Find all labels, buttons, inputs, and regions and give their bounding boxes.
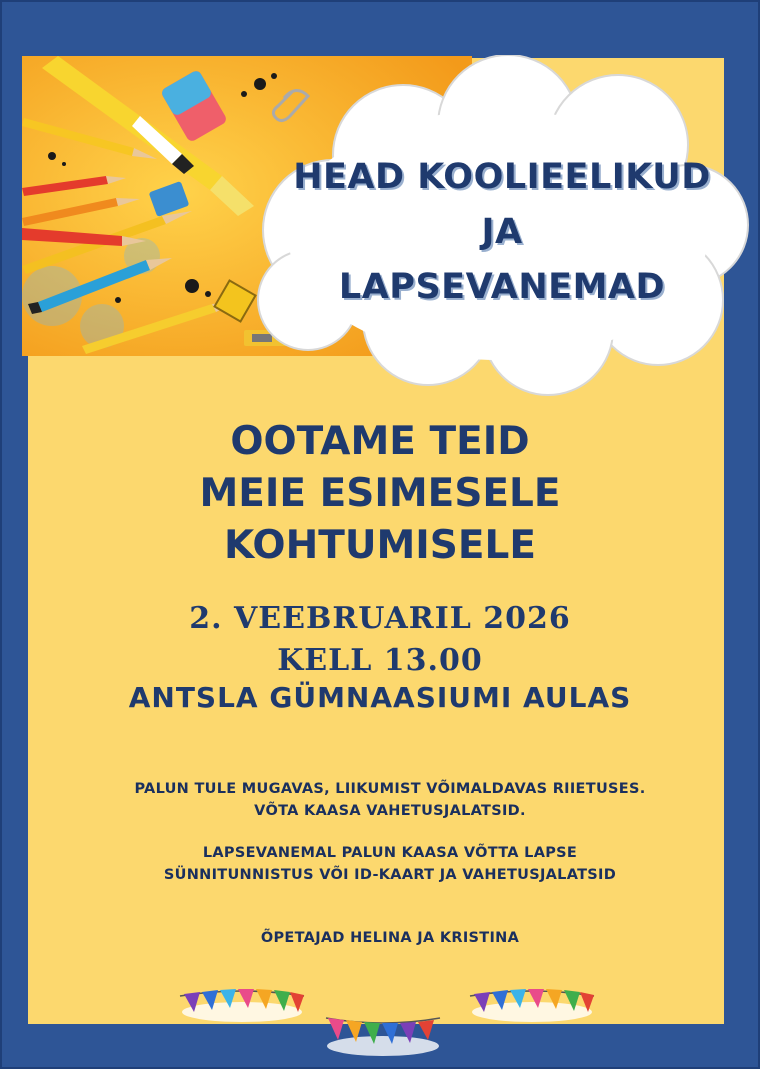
heading-line-1: HEAD KOOLIEELIKUD <box>293 157 711 197</box>
event-place: ANTSLA GÜMNAASIUMI AULAS <box>128 681 632 714</box>
parents-note-line-1: LAPSEVANEMAL PALUN KAASA VÕTTA LAPSE <box>202 845 578 861</box>
heading-line-2: JA <box>481 212 523 252</box>
clothing-note-line-1: PALUN TULE MUGAVAS, LIIKUMIST VÕIMALDAVAS RIIETUSES. <box>134 781 646 797</box>
event-date: 2. VEEBRUARIL 2026 <box>189 601 571 636</box>
invitation-line-2: MEIE ESIMESELE <box>199 471 561 516</box>
invitation-heading <box>0 416 760 572</box>
event-time: KELL 13.00 <box>277 643 483 678</box>
parents-note <box>0 842 760 886</box>
invitation-line-1: OOTAME TEID <box>230 419 530 464</box>
bunting-flags-right <box>466 982 598 1024</box>
bunting-flags-left <box>176 982 308 1024</box>
cloud-heading <box>272 150 732 315</box>
clothing-note <box>0 778 760 822</box>
signature: ÕPETAJAD HELINA JA KRISTINA <box>260 930 520 946</box>
event-date-time <box>0 598 760 682</box>
bunting-flags-center <box>322 1010 444 1058</box>
invitation-line-3: KOHTUMISELE <box>223 523 537 568</box>
parents-note-line-2: SÜNNITUNNISTUS VÕI ID-KAART JA VAHETUSJALATSID <box>163 867 617 883</box>
clothing-note-line-2: VÕTA KAASA VAHETUSJALATSID. <box>254 803 526 819</box>
heading-line-3: LAPSEVANEMAD <box>338 267 666 307</box>
